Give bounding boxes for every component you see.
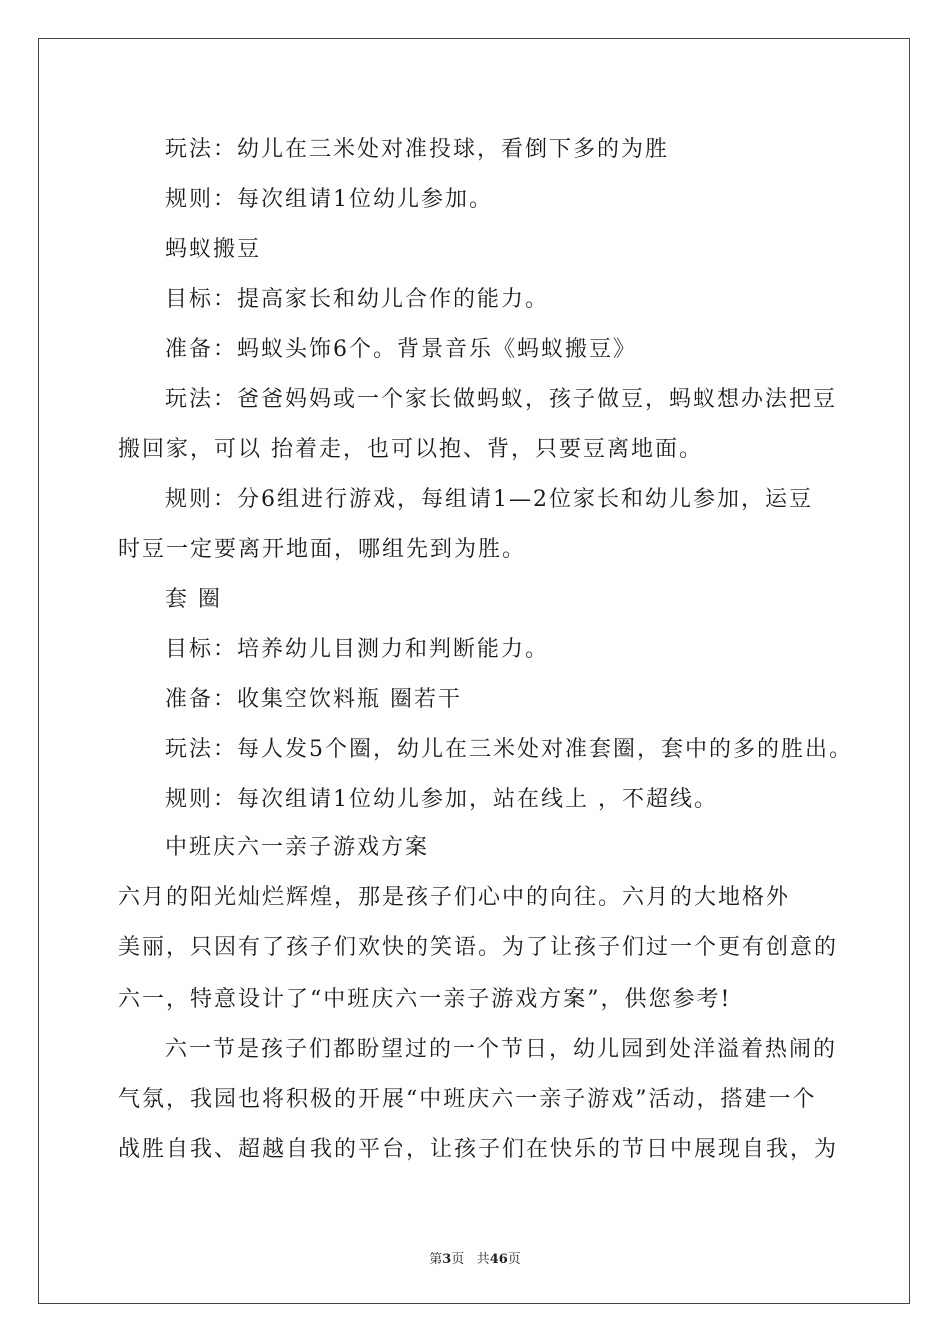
footer-total-prefix: 共 [476,1252,490,1267]
text-line: 玩法：每人发5个圈，幼儿在三米处对准套圈，套中的多的胜出。 [165,737,853,762]
text-line: 准备：收集空饮料瓶 圈若干 [165,687,462,712]
text-line: 准备：蚂蚁头饰6个。背景音乐《蚂蚁搬豆》 [165,337,637,362]
text-line: 美丽，只因有了孩子们欢快的笑语。为了让孩子们过一个更有创意的 [118,935,839,960]
page-footer [0,1248,950,1267]
text-line: 规则：分6组进行游戏，每组请1—2位家长和幼儿参加，运豆 [165,487,813,512]
text-line: 目标：提高家长和幼儿合作的能力。 [165,287,550,312]
text-line: 规则：每次组请1位幼儿参加。 [165,187,493,212]
text-line: 六一，特意设计了“中班庆六一亲子游戏方案”，供您参考! [118,987,732,1012]
text-line: 战胜自我、超越自我的平台，让孩子们在快乐的节日中展现自我，为 [118,1137,839,1162]
section-heading: 套 圈 [165,587,222,612]
section-heading: 蚂蚁搬豆 [165,237,262,262]
footer-total-suffix: 页 [507,1252,521,1267]
document-title: 中班庆六一亲子游戏方案 [165,835,430,860]
text-line: 目标：培养幼儿目测力和判断能力。 [165,637,550,662]
footer-page-suffix: 页 [451,1252,465,1267]
page-border [38,38,910,1304]
text-line: 规则：每次组请1位幼儿参加，站在线上 ，不超线。 [165,787,718,812]
text-line: 时豆一定要离开地面，哪组先到为胜。 [118,537,527,562]
text-line: 搬回家，可以 抬着走，也可以抱、背，只要豆离地面。 [118,437,703,462]
text-line: 玩法：爸爸妈妈或一个家长做蚂蚁，孩子做豆，蚂蚁想办法把豆 [165,387,838,412]
footer-page-number: 3 [442,1252,452,1267]
text-line: 六一节是孩子们都盼望过的一个节日，幼儿园到处洋溢着热闹的 [165,1037,838,1062]
text-line: 六月的阳光灿烂辉煌，那是孩子们心中的向往。六月的大地格外 [118,885,791,910]
text-line: 玩法：幼儿在三米处对准投球，看倒下多的为胜 [165,137,670,162]
footer-page-prefix: 第 [429,1252,443,1267]
text-line: 气氛，我园也将积极的开展“中班庆六一亲子游戏”活动，搭建一个 [118,1087,817,1112]
footer-total-number: 46 [489,1252,508,1267]
